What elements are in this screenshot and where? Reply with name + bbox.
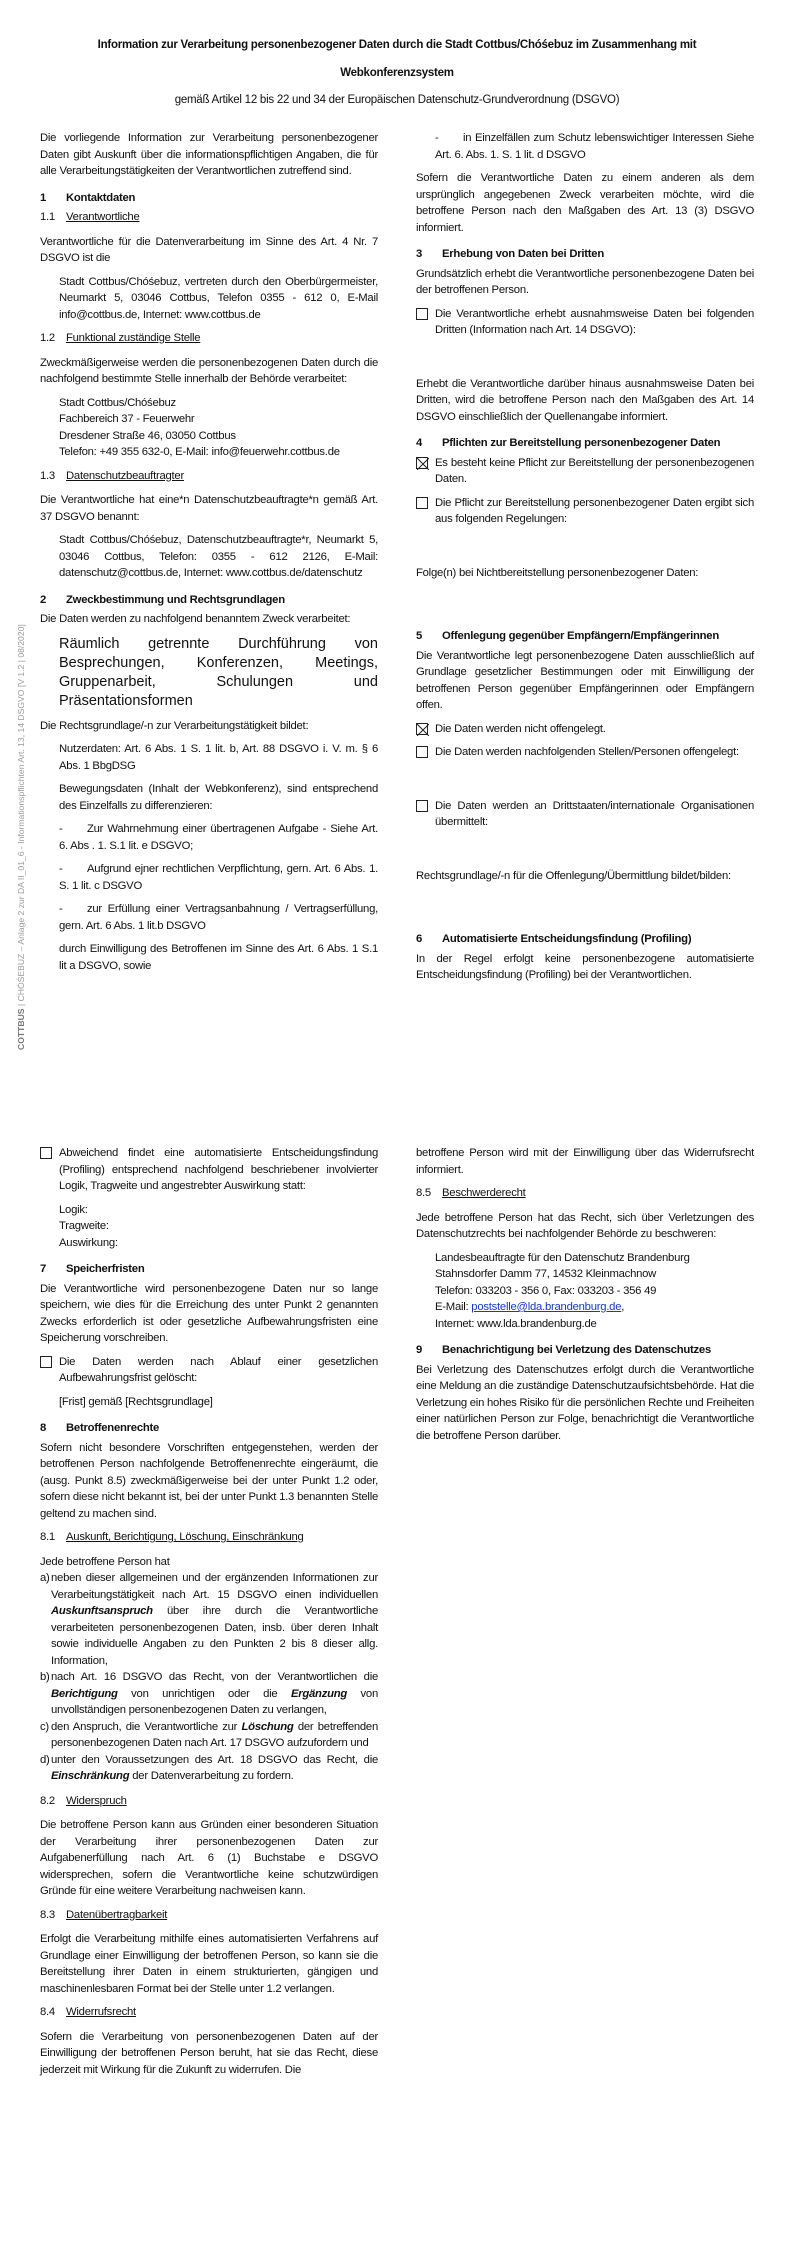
section-1-heading: 1 Kontaktdaten xyxy=(40,191,136,204)
section-1-1-text: Verantwortliche für die Datenverarbeitung im Sinne des Art. 4 Nr. 7 DSGVO ist die xyxy=(40,235,378,264)
profiling-fields: Logik: Tragweite: Auswirkung: xyxy=(59,1203,118,1249)
section-2-heading: 2 Zweckbestimmung und Rechtsgrundlagen xyxy=(40,593,285,606)
section-5-text: Die Verantwortliche legt personenbezogene Daten ausschließlich auf Grundlage gesetzlicher Bestimmungen oder mit Einwilligung der betroffenen Person gegenüber Empfängerinnen oder Empfängern offen. xyxy=(416,649,754,711)
section-9-text: Bei Verletzung des Datenschutzes erfolgt durch die Verantwortliche eine Meldung an die zuständige Datenschutzaufsichtsbehörde. Hat die Verletzung ein hohes Risiko für die persönlichen Rechte und Freiheiten einer natürlichen Person zur Folge, benachrichtigt die Verantwortliche die betroffene Person darüber. xyxy=(416,1363,754,1442)
disclosed-to-recipients-checkbox[interactable]: Die Daten werden nachfolgenden Stellen/Personen offengelegt: xyxy=(416,744,754,761)
section-8-2-text: Die betroffene Person kann aus Gründen einer besonderen Situation der Verarbeitung ihrer personenbezogenen Daten zur Aufgabenerfüllung nach Art. 6 (1) Buchstabe e DSGVO widersprechen, sofern die Verantwortliche keine schutzwürdigen Gründe für eine weitere Verarbeitung nachweisen kann. xyxy=(40,1819,378,1897)
section-8-3-text: Erfolgt die Verarbeitung mithilfe eines automatisierten Verfahrens auf Grundlage einer Einwilligung der betroffenen Person, so kann sie die Bereitstellung ihrer Daten in einem strukturierten, gängigen und maschinenlesbaren Format bei der Stelle unter 1.2 verlangen. xyxy=(40,1933,378,1995)
section-8-4-text-continued: betroffene Person wird mit der Einwilligung über das Widerrufsrecht informiert. xyxy=(416,1147,754,1176)
rights-list-item: a) neben dieser allgemeinen und der ergänzenden Informationen zur Verarbeitungstätigkeit nach Art. 15 DSGVO einen individuellen Auskunftsanspruch über ihre durch die Verantwortliche verarbeiteten personenbezogenen Daten, insb. über deren Inhalt sowie individuelle Angaben zu den Punkten 2 bis 8 dieser allg. Information, xyxy=(40,1572,378,1667)
document-title: Information zur Verarbeitung personenbezogener Daten durch die Stadt Cottbus/Chóśebuz im Zusammenhang mit xyxy=(97,39,697,51)
section-1-2-text: Zweckmäßigerweise werden die personenbezogenen Daten durch die nachfolgend bestimmte Stelle innerhalb der Behörde verarbeitet: xyxy=(40,356,378,385)
document-subtitle: gemäß Artikel 12 bis 22 und 34 der Europäischen Datenschutz-Grundverordnung (DSGVO) xyxy=(174,94,620,106)
retention-placeholder: [Frist] gemäß [Rechtsgrundlage] xyxy=(59,1395,213,1408)
rights-list-item: c) den Anspruch, die Verantwortliche zur Löschung der betreffenden personenbezogenen Daten nach Art. 17 DSGVO aufzufordern und xyxy=(40,1720,378,1749)
section-8-text: Sofern nicht besondere Vorschriften entgegenstehen, werden der betroffenen Person nachfolgende Betroffenenrechte eingeräumt, die (ausg. Punkt 8.5) zweckmäßigerweise bei der unter Punkt 1.2 oder, sofern diese nicht bekannt ist, bei der unter Punkt 1.3 benannten Stelle geltend zu machen sind. xyxy=(40,1441,378,1520)
intro-paragraph: Die vorliegende Information zur Verarbeitung personenbezogener Daten gibt Auskunft über die informationspflichtigen Angaben, die für alle Verarbeitungstätigkeiten der Verantwortlichen zutreffend sind. xyxy=(40,132,378,177)
section-9-heading: 9 Benachrichtigung bei Verletzung des Datenschutzes xyxy=(416,1344,711,1356)
processing-purpose: Räumlich getrennte Durchführung von Besprechungen, Konferenzen, Meetings, Gruppenarbeit, Schulungen und Präsentationsformen xyxy=(59,635,378,709)
document-header xyxy=(0,36,794,109)
legal-basis-vital-interest: - in Einzelfällen zum Schutz lebenswichtiger Interessen Siehe Art. 6. Abs. 1. S. 1 lit. d DSGVO xyxy=(435,132,754,161)
section-5-heading: 5 Offenlegung gegenüber Empfängern/Empfängerinnen xyxy=(416,630,719,642)
legal-basis-intro: Die Rechtsgrundlage/-n zur Verarbeitungstätigkeit bildet: xyxy=(40,719,309,732)
section-8-4-heading: 8.4 Widerrufsrecht xyxy=(40,2006,136,2018)
checkbox-checked-icon[interactable] xyxy=(416,723,428,735)
sidebar-brand: COTTBUS xyxy=(16,1008,26,1050)
section-8-5-text: Jede betroffene Person hat das Recht, sich über Verletzungen des Datenschutzrechts bei nachfolgender Behörde zu beschweren: xyxy=(416,1211,754,1240)
page2-right-column xyxy=(416,1145,754,1451)
section-1-1-heading: 1.1 Verantwortliche xyxy=(40,211,140,223)
checkbox-unchecked-icon[interactable] xyxy=(40,1147,52,1159)
section-8-5-heading: 8.5 Beschwerderecht xyxy=(416,1187,526,1199)
legal-basis-movement-data: Bewegungsdaten (Inhalt der Webkonferenz), sind entsprechend des Einzelfalls zu differenzieren: xyxy=(59,783,378,812)
legal-basis-bullet: - Zur Wahrnehmung einer übertragenen Aufgabe - Siehe Art. 6. Abs . 1. S.1 lit. e DSGVO; xyxy=(59,823,378,852)
section-8-2-heading: 8.2 Widerspruch xyxy=(40,1794,127,1807)
sidebar-text: | CHÓŚEBUZ – Anlage 2 zur DA II_01_6 - Informationspflichten Art. 13, 14 DSGVO [V 1.2 | 08/2020] xyxy=(16,624,26,1009)
section-6-heading: 6 Automatisierte Entscheidungsfindung (Profiling) xyxy=(416,933,692,945)
controller-address: Stadt Cottbus/Chóśebuz, vertreten durch den Oberbürgermeister, Neumarkt 5, 03046 Cottbus, Telefon 0355 - 612 0, E-Mail info@cottbus.de, Internet: www.cottbus.de xyxy=(59,275,378,321)
rights-list-item: b) nach Art. 16 DSGVO das Recht, von der Verantwortlichen die Berichtigung von unrichtigen oder die Ergänzung von unvollständigen personenbezogenen Daten zu verlangen, xyxy=(40,1671,378,1716)
section-1-3-heading: 1.3 Datenschutzbeauftragter xyxy=(40,469,184,482)
document-title-line2: Webkonferenzsystem xyxy=(340,67,454,79)
legal-basis-bullet: - Aufgrund ejner rechtlichen Verpflichtung, gern. Art. 6 Abs. 1. S. 1 lit. c DSGVO xyxy=(59,863,378,892)
department-address: Stadt Cottbus/Chóśebuz Fachbereich 37 - Feuerwehr Dresdener Straße 46, 03050 Cottbus Telefon: +49 355 632-0, E-Mail: info@feuerwehr.cottbus.de xyxy=(59,396,340,458)
page2-left-column xyxy=(40,1145,378,2085)
section-8-heading: 8 Betroffenenrechte xyxy=(40,1422,160,1434)
checkbox-checked-icon[interactable] xyxy=(416,457,428,469)
obligation-rules-checkbox[interactable]: Die Pflicht zur Bereitstellung personenbezogener Daten ergibt sich aus folgenden Regelungen: xyxy=(416,495,754,528)
section-6-text: In der Regel erfolgt keine personenbezogene automatisierte Entscheidungsfindung (Profiling) bei der Verantwortlichen. xyxy=(416,952,754,981)
retention-deletion-checkbox[interactable]: Die Daten werden nach Ablauf einer gesetzlichen Aufbewahrungsfrist gelöscht: xyxy=(40,1354,378,1387)
dpo-address: Stadt Cottbus/Chóśebuz, Datenschutzbeauftragte*r, Neumarkt 5, 03046 Cottbus, Telefon: 0355 - 612 2126, E-Mail: datenschutz@cottbus.de, Internet: www.cottbus.de/datenschutz xyxy=(59,534,378,579)
rights-list-item: d) unter den Voraussetzungen des Art. 18 DSGVO das Recht, die Einschränkung der Datenverarbeitung zu fordern. xyxy=(40,1753,378,1782)
authority-email-link[interactable]: poststelle@lda.brandenburg.de xyxy=(471,1301,622,1313)
legal-basis-consent: durch Einwilligung des Betroffenen im Sinne des Art. 6 Abs. 1 S.1 lit a DSGVO, sowie xyxy=(59,943,378,972)
non-provision-consequence: Folge(n) bei Nichtbereitstellung personenbezogener Daten: xyxy=(416,566,699,579)
section-3-text: Grundsätzlich erhebt die Verantwortliche personenbezogene Daten bei der betroffenen Person. xyxy=(416,267,754,296)
section-4-heading: 4 Pflichten zur Bereitstellung personenbezogener Daten xyxy=(416,437,721,449)
legal-basis-user-data: Nutzerdaten: Art. 6 Abs. 1 S. 1 lit. b, Art. 88 DSGVO i. V. m. § 6 Abs. 1 BbgDSG xyxy=(59,743,378,772)
section-2-text: Die Daten werden zu nachfolgend benanntem Zweck verarbeitet: xyxy=(40,613,351,625)
checkbox-unchecked-icon[interactable] xyxy=(40,1356,52,1368)
third-party-collection-checkbox[interactable]: Die Verantwortliche erhebt ausnahmsweise Daten bei folgenden Dritten (Information nach Art. 14 DSGVO): xyxy=(416,306,754,339)
section-8-1-heading: 8.1 Auskunft, Berichtigung, Löschung, Einschränkung xyxy=(40,1531,304,1543)
section-1-2-heading: 1.2 Funktional zuständige Stelle xyxy=(40,332,201,344)
not-disclosed-checkbox[interactable]: Die Daten werden nicht offengelegt. xyxy=(416,721,754,738)
section-7-heading: 7 Speicherfristen xyxy=(40,1263,145,1275)
page1-right-column xyxy=(416,130,754,991)
section-3-text-2: Erhebt die Verantwortliche darüber hinaus ausnahmsweise Daten bei Dritten, wird die betroffene Person nach den Maßgaben des Art. 14 DSGVO einschließlich der Quellenangabe informiert. xyxy=(416,377,754,423)
section-8-1-intro: Jede betroffene Person hat xyxy=(40,1555,170,1568)
checkbox-unchecked-icon[interactable] xyxy=(416,746,428,758)
section-1-3-text: Die Verantwortliche hat eine*n Datenschutzbeauftragte*n gemäß Art. 37 DSGVO benannt: xyxy=(40,494,378,523)
other-purpose-text: Sofern die Verantwortliche Daten zu einem anderen als dem ursprünglich angegebenen Zweck verarbeiten möchte, wird die betroffene Person nach den Maßgaben des Art. 13 (3) DSGVO informiert. xyxy=(416,172,754,234)
supervisory-authority-address: Landesbeauftragte für den Datenschutz Brandenburg Stahnsdorfer Damm 77, 14532 Kleinmachnow Telefon: 033203 - 356 0, Fax: 033203 - 356 49 E-Mail: poststelle@lda.brandenburg.de, Internet: www.lda.brandenburg.de xyxy=(435,1251,690,1330)
checkbox-unchecked-icon[interactable] xyxy=(416,800,428,812)
section-8-3-heading: 8.3 Datenübertragbarkeit xyxy=(40,1908,168,1921)
section-8-4-text: Sofern die Verarbeitung von personenbezogenen Daten auf der Einwilligung der betroffenen Person beruht, hat sie das Recht, diese jederzeit mit Wirkung für die Zukunft zu widerrufen. Die xyxy=(40,2030,378,2076)
section-3-heading: 3 Erhebung von Daten bei Dritten xyxy=(416,248,604,260)
section-7-text: Die Verantwortliche wird personenbezogene Daten nur so lange speichern, wie dies für die Erreichung des unter Punkt 2 genannten Zwecks erforderlich ist oder gesetzliche Aufbewahrungsfristen eine Speicherung vorschreiben. xyxy=(40,1282,378,1344)
page1-left-column xyxy=(40,130,378,981)
profiling-checkbox[interactable]: Abweichend findet eine automatisierte Entscheidungsfindung (Profiling) entsprechend nachfolgend beschriebener involvierter Logik, Tragweite und angestrebter Auswirkung statt: xyxy=(40,1145,378,1195)
disclosure-legal-basis: Rechtsgrundlage/-n für die Offenlegung/Übermittlung bildet/bilden: xyxy=(416,869,731,882)
no-obligation-checkbox[interactable]: Es besteht keine Pflicht zur Bereitstellung der personenbezogenen Daten. xyxy=(416,455,754,488)
checkbox-unchecked-icon[interactable] xyxy=(416,308,428,320)
third-country-transfer-checkbox[interactable]: Die Daten werden an Drittstaaten/internationale Organisationen übermittelt: xyxy=(416,798,754,831)
legal-basis-bullet: - zur Erfüllung einer Vertragsanbahnung / Vertragserfüllung, gern. Art. 6 Abs. 1 lit.b DSGVO xyxy=(59,903,378,932)
checkbox-unchecked-icon[interactable] xyxy=(416,497,428,509)
side-footer-label xyxy=(13,624,30,1050)
